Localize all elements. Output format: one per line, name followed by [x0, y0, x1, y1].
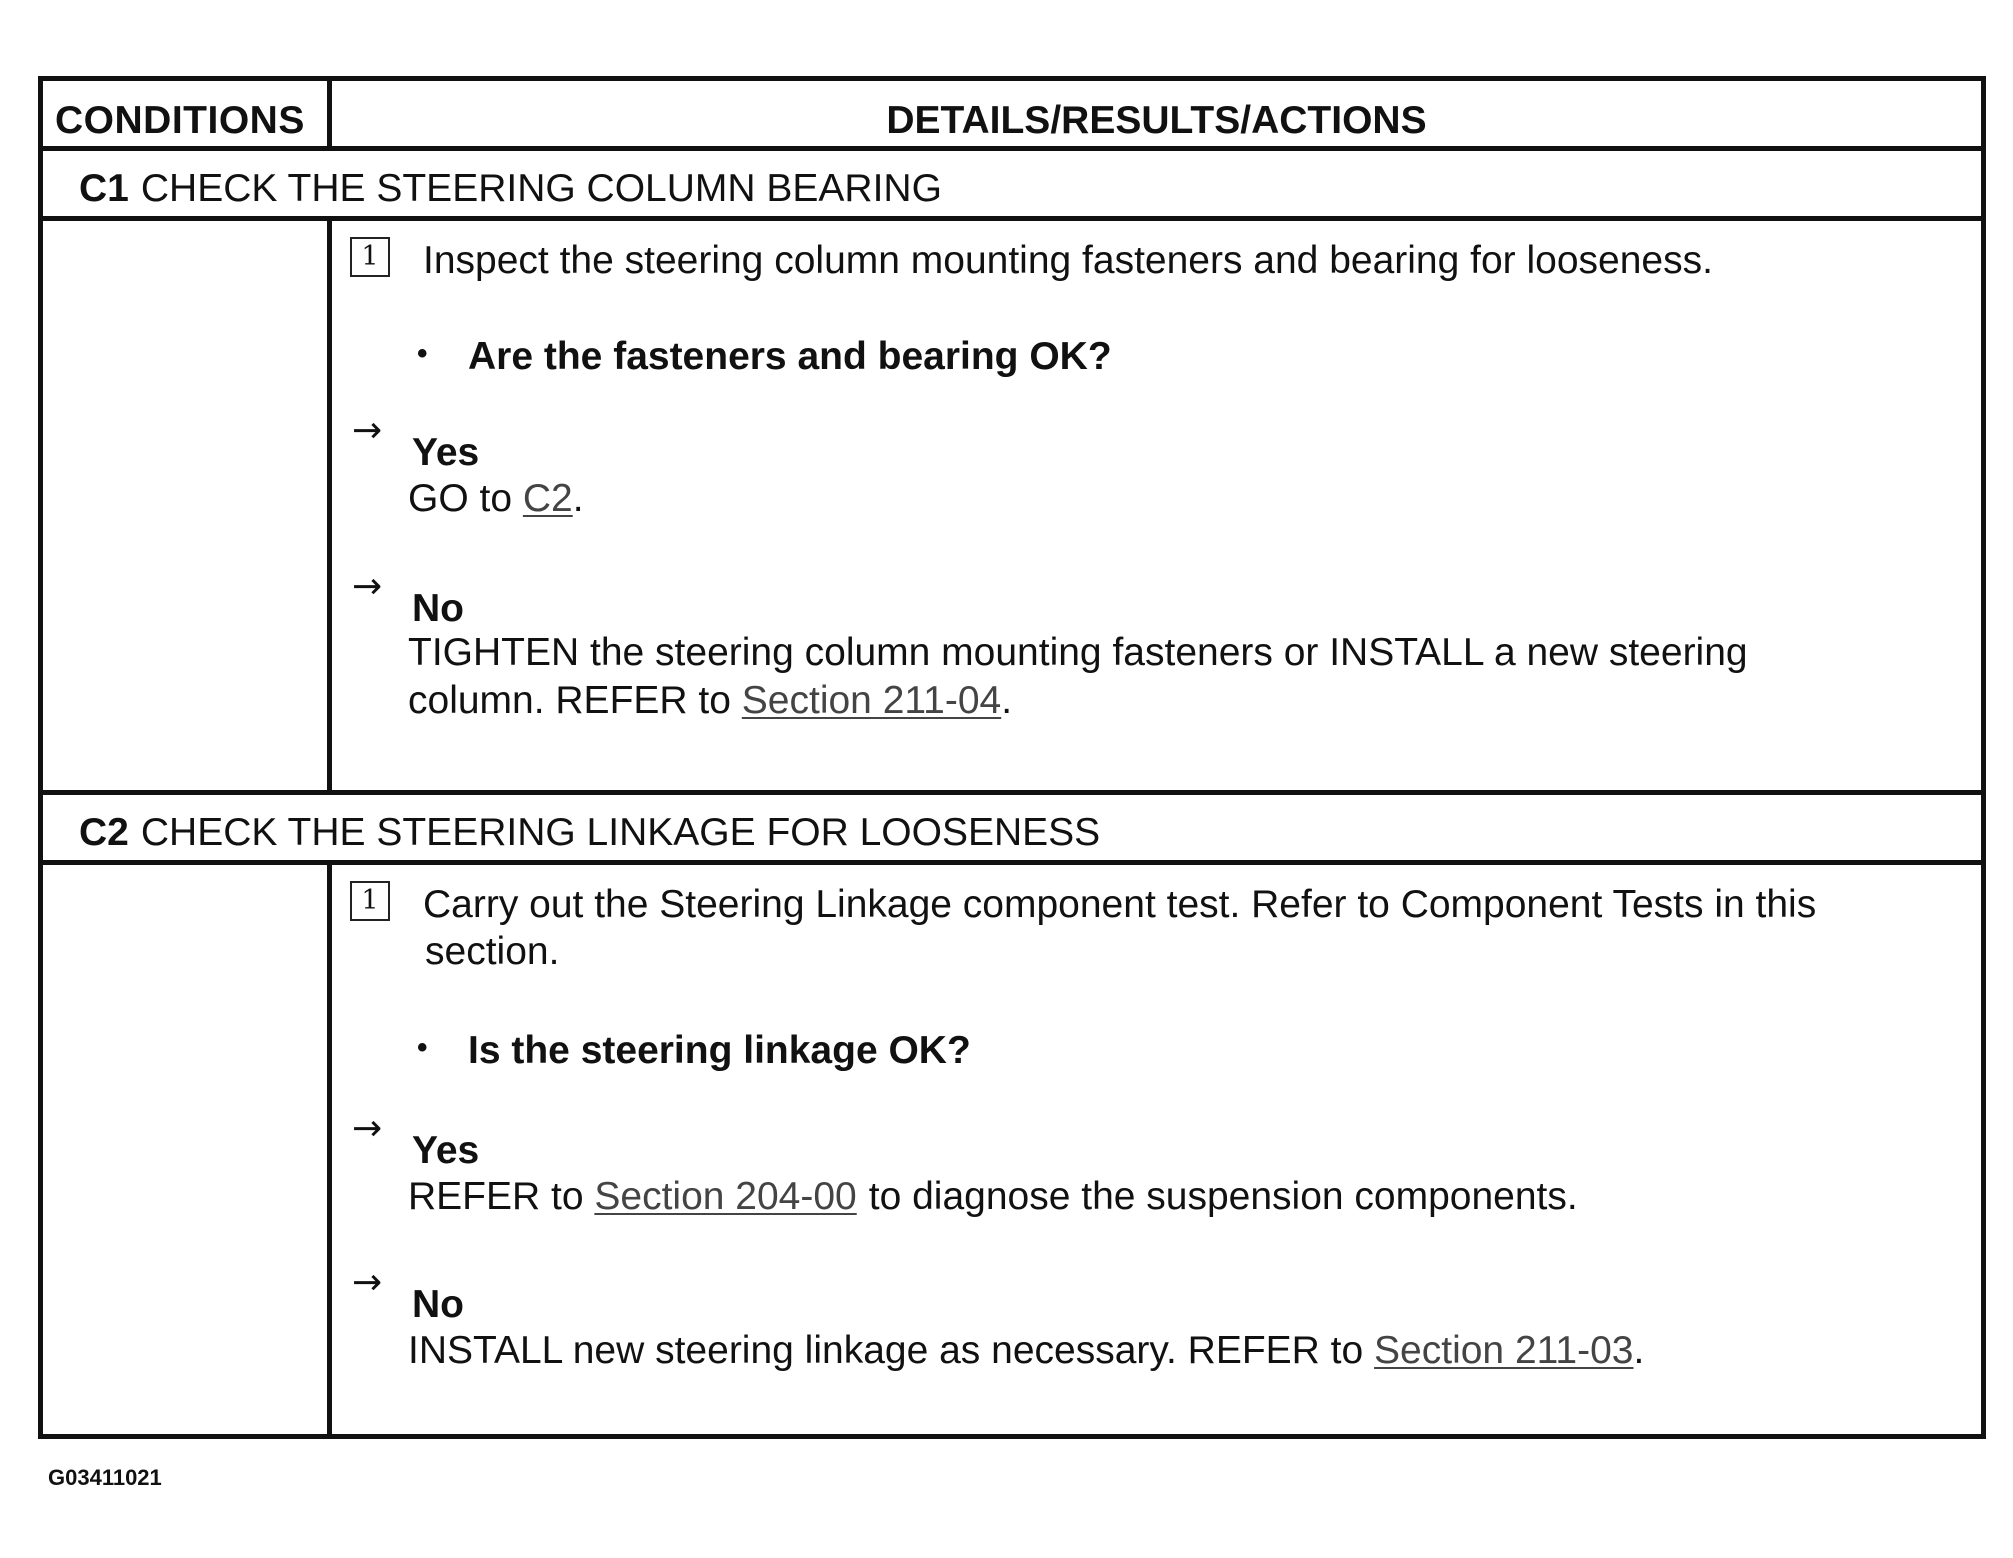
step-c2-instruction-line2: section.: [425, 930, 560, 973]
step-c1-question: Are the fasteners and bearing OK?: [468, 335, 1112, 378]
step-c1-title-text: CHECK THE STEERING COLUMN BEARING: [140, 167, 942, 210]
conditions-header-label: CONDITIONS: [55, 99, 305, 142]
step-c2-bullet-icon: •: [417, 1031, 428, 1064]
step-c1-instruction: Inspect the steering column mounting fasteners and bearing for looseness.: [423, 239, 1713, 282]
step-c1-no-link[interactable]: Section 211-04: [741, 679, 1002, 722]
step-c2-yes-action: [408, 1177, 1578, 1216]
step-c2-no-arrow-icon: →: [352, 1262, 383, 1303]
step-c2-conditions-cell: [43, 865, 332, 1434]
figure-code: G03411021: [48, 1465, 162, 1490]
step-c1-conditions-cell: [43, 221, 332, 790]
step-c1-no-action-line2: [408, 681, 1012, 720]
step-c1-no-arrow-icon: →: [352, 566, 383, 607]
step-c1-title-row: [43, 151, 1981, 221]
step-c2-no-prefix: INSTALL new steering linkage as necessary. REFER to: [408, 1329, 1375, 1372]
step-c1-yes-arrow-icon: →: [352, 410, 383, 451]
step-c1-yes-suffix: .: [572, 477, 584, 520]
step-c1-no-prefix: column. REFER to: [408, 679, 742, 722]
step-c1-no-suffix: .: [1001, 679, 1013, 722]
table-header-row: [43, 81, 1981, 151]
step-c1-substep-number: 1: [350, 237, 390, 277]
step-c1-id: C1: [79, 167, 129, 210]
step-c2-no-label: No: [412, 1283, 464, 1326]
diagnostic-table: [38, 76, 1986, 1439]
step-c2-no-suffix: .: [1633, 1329, 1645, 1372]
step-c1-yes-action: [408, 479, 584, 518]
step-c2-id: C2: [79, 811, 129, 854]
step-c1-title: [79, 169, 942, 208]
step-c1-no-action-line1: TIGHTEN the steering column mounting fasteners or INSTALL a new steering: [408, 631, 1748, 674]
step-c1-yes-label: Yes: [412, 431, 480, 474]
step-c2-yes-arrow-icon: →: [352, 1108, 383, 1149]
step-c2-question: Is the steering linkage OK?: [468, 1029, 971, 1072]
step-c2-title: [79, 813, 1100, 852]
step-c1-body: [43, 221, 1981, 795]
conditions-header: [43, 81, 332, 146]
step-c2-yes-suffix: to diagnose the suspension components.: [868, 1175, 1578, 1218]
step-c2-yes-label: Yes: [412, 1129, 480, 1172]
step-c2-substep-number: 1: [350, 881, 390, 921]
step-c2-no-action: [408, 1331, 1644, 1370]
step-c2-title-row: [43, 795, 1981, 865]
step-c2-body: [43, 865, 1981, 1434]
step-c2-yes-prefix: REFER to: [408, 1175, 595, 1218]
step-c1-bullet-icon: •: [417, 337, 428, 370]
step-c2-no-link[interactable]: Section 211-03: [1374, 1329, 1634, 1372]
step-c2-title-text: CHECK THE STEERING LINKAGE FOR LOOSENESS: [140, 811, 1101, 854]
step-c1-no-label: No: [412, 587, 464, 630]
step-c2-instruction-line1: Carry out the Steering Linkage component test. Refer to Component Tests in this: [423, 883, 1817, 926]
step-c1-yes-prefix: GO to: [408, 477, 523, 520]
details-header: [332, 81, 1981, 146]
step-c1-yes-link[interactable]: C2: [522, 477, 573, 520]
details-header-label: DETAILS/RESULTS/ACTIONS: [886, 99, 1427, 142]
step-c2-yes-link[interactable]: Section 204-00: [594, 1175, 857, 1218]
